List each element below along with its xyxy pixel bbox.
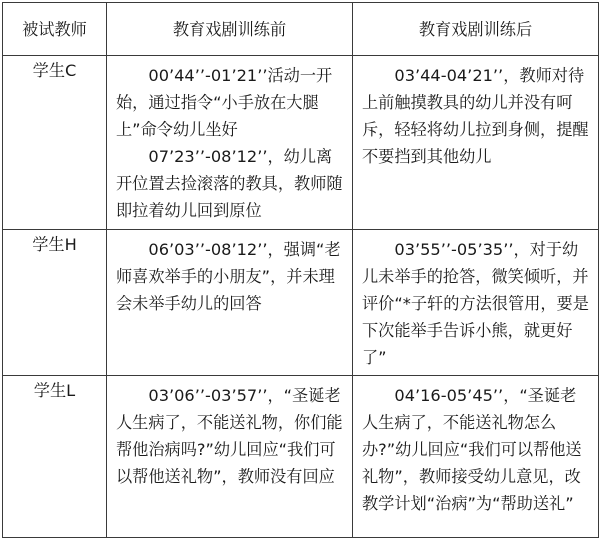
after-entry: 04’16-05’45’’，“圣诞老人生病了，不能送礼物怎么办?”幼儿回应“我们可以帮他送礼物”，教师接受幼儿意见，改教学计划“治病”为“帮助送礼” xyxy=(362,386,582,513)
after-entry: 03’55’’-05’35’’，对于幼儿未举手的抢答，微笑倾听，并评价“*子轩的方法很管用，要是下次能举手告诉小熊，就更好了” xyxy=(362,240,589,367)
before-entry: 00’44’’-01’21’’活动一开始，通过指令“小手放在大腿上”命令幼儿坐好 xyxy=(116,66,333,139)
observation-table xyxy=(2,2,599,538)
before-entry: 03’06’’-03’57’’，“圣诞老人生病了，不能送礼物，你们能帮他治病吗?”幼儿回应“我们可以帮他送礼物”，教师没有回应 xyxy=(116,386,343,486)
before-entry: 06’03’’-08’12’’，强调“老师喜欢举手的小朋友”，并未理会未举手幼儿的回答 xyxy=(116,240,341,313)
header-teacher: 被试教师 xyxy=(3,3,107,56)
row-label: 学生H xyxy=(3,230,107,376)
table-row xyxy=(3,230,599,376)
after-entry: 03’44-04’21’’，教师对待上前触摸教具的幼儿并没有呵斥，轻轻将幼儿拉到身侧，提醒不要挡到其他幼儿 xyxy=(362,66,589,166)
after-cell xyxy=(353,230,599,376)
row-label: 学生C xyxy=(3,56,107,230)
before-cell xyxy=(107,56,353,230)
table-row xyxy=(3,376,599,538)
after-cell xyxy=(353,376,599,538)
before-cell xyxy=(107,376,353,538)
header-row xyxy=(3,3,599,56)
header-after-training: 教育戏剧训练后 xyxy=(353,3,599,56)
before-cell xyxy=(107,230,353,376)
before-entry: 07’23’’-08’12’’，幼儿离开位置去捡滚落的教具，教师随即拉着幼儿回到原位 xyxy=(116,147,343,220)
after-cell xyxy=(353,56,599,230)
table-row xyxy=(3,56,599,230)
row-label: 学生L xyxy=(3,376,107,538)
header-before-training: 教育戏剧训练前 xyxy=(107,3,353,56)
